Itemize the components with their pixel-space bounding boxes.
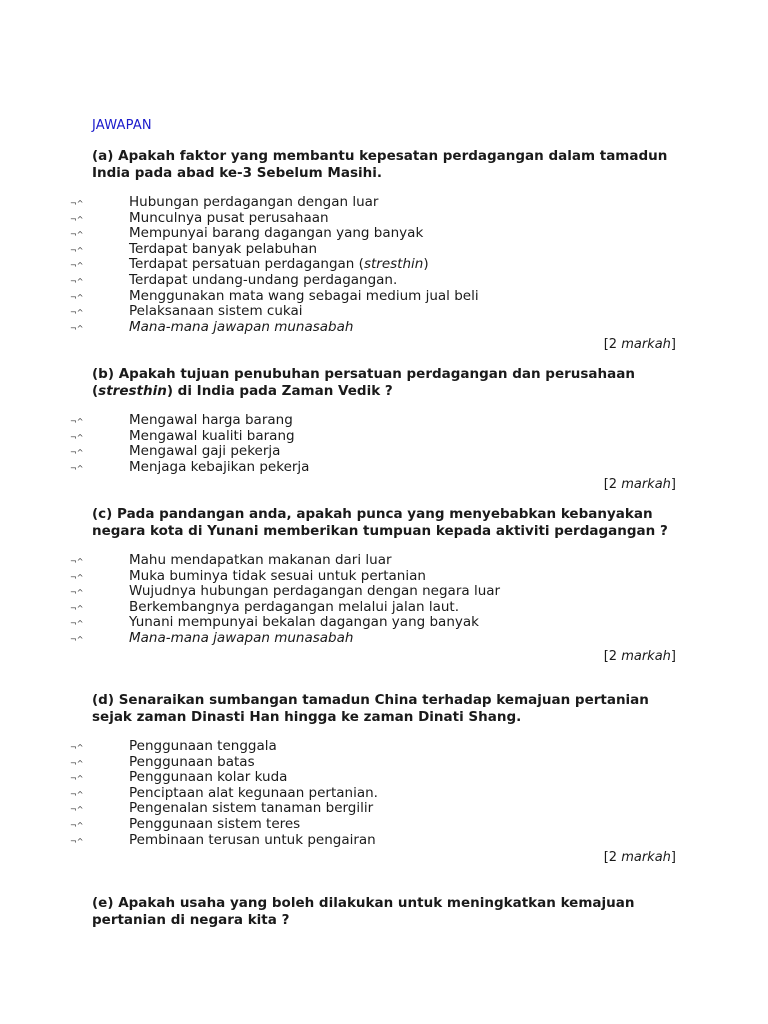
list-item: ¬^ Mengawal kualiti barang [70,427,295,444]
bullet-icon: ¬^ [70,805,84,815]
bullet-icon: ¬^ [70,634,84,644]
marks-label: [2 markah] [603,477,676,493]
list-item: ¬^ Pengenalan sistem tanaman bergilir [70,800,374,817]
question-d-section [0,692,768,866]
bullet-icon: ¬^ [70,276,84,286]
question-d-answers [0,739,768,848]
list-item: ¬^ Penggunaan batas [70,753,255,770]
list-item: ¬^ Muka buminya tidak sesuai untuk pertanian [70,567,426,584]
bullet-icon: ¬^ [70,214,84,224]
list-item: ¬^ Munculnya pusat perusahaan [70,209,329,226]
list-item: ¬^ Penciptaan alat kegunaan pertanian. [70,784,378,801]
bullet-icon: ¬^ [70,448,84,458]
bullet-icon: ¬^ [70,836,84,846]
bullet-icon: ¬^ [70,245,84,255]
bullet-icon: ¬^ [70,758,84,768]
question-c-answers [0,553,768,647]
list-item: ¬^ Mengawal gaji pekerja [70,443,281,460]
bullet-icon: ¬^ [70,603,84,613]
list-item: ¬^ Berkembangnya perdagangan melalui jalan laut. [70,598,459,615]
list-item: ¬^ Penggunaan sistem teres [70,815,301,832]
answer-heading: JAWAPAN [92,118,152,133]
list-item: ¬^ Hubungan perdagangan dengan luar [70,194,379,210]
bullet-icon: ¬^ [70,557,84,566]
bullet-icon: ¬^ [70,308,84,318]
marks-label: [2 markah] [603,850,676,866]
question-a-text: (a) Apakah faktor yang membantu kepesatan perdagangan dalam tamadun India pada abad ke-3 Sebelum Masihi. [92,148,668,181]
list-item: ¬^ Menjaga kebajikan pekerja [70,458,310,475]
question-e-text: (e) Apakah usaha yang boleh dilakukan untuk meningkatkan kemajuan pertanian di negara kita ? [92,895,635,928]
list-item: ¬^ Terdapat undang-undang perdagangan. [70,271,398,288]
bullet-icon: ¬^ [70,789,84,799]
bullet-icon: ¬^ [70,432,84,442]
bullet-icon: ¬^ [70,619,84,629]
bullet-icon: ¬^ [70,820,84,830]
question-a-answers [0,195,768,335]
list-item: ¬^ Wujudnya hubungan perdagangan dengan negara luar [70,583,501,600]
bullet-icon: ¬^ [70,323,84,333]
list-item: ¬^ Mana-mana jawapan munasabah [70,629,354,646]
question-a-section [0,148,768,353]
marks-label: [2 markah] [603,648,676,664]
question-c-section [0,506,768,665]
question-d-text: (d) Senaraikan sumbangan tamadun China terhadap kemajuan pertanian sejak zaman Dinasti Han hingga ke zaman Dinati Shang. [92,692,649,725]
bullet-icon: ¬^ [70,774,84,784]
list-item: ¬^ Penggunaan tenggala [70,738,277,754]
question-b-answers [0,413,768,475]
list-item: ¬^ Terdapat banyak pelabuhan [70,240,318,257]
question-c-text: (c) Pada pandangan anda, apakah punca yang menyebabkan kebanyakan negara kota di Yunani memberikan tumpuan kepada aktiviti perdagangan ? [92,506,668,539]
bullet-icon: ¬^ [70,572,84,582]
bullet-icon: ¬^ [70,292,84,302]
bullet-icon: ¬^ [70,743,84,752]
marks-label: [2 markah] [603,337,676,353]
list-item: ¬^ Mahu mendapatkan makanan dari luar [70,552,392,568]
bullet-icon: ¬^ [70,417,84,426]
list-item: ¬^ Mengawal harga barang [70,412,293,428]
list-item: ¬^ Penggunaan kolar kuda [70,769,288,786]
question-b-section [0,366,768,493]
list-item: ¬^ Yunani mempunyai bekalan dagangan yang banyak [70,614,479,631]
bullet-icon: ¬^ [70,588,84,598]
list-item: ¬^ Terdapat persatuan perdagangan (stresthin) [70,256,429,273]
list-item: ¬^ Menggunakan mata wang sebagai medium jual beli [70,287,479,304]
list-item: ¬^ Pelaksanaan sistem cukai [70,303,303,320]
list-item: ¬^ Pembinaan terusan untuk pengairan [70,831,376,848]
bullet-icon: ¬^ [70,230,84,240]
list-item: ¬^ Mana-mana jawapan munasabah [70,318,354,335]
question-b-text: (b) Apakah tujuan penubuhan persatuan perdagangan dan perusahaan (stresthin) di India pada Zaman Vedik ? [92,366,635,399]
bullet-icon: ¬^ [70,261,84,271]
question-e-section [0,895,768,928]
bullet-icon: ¬^ [70,463,84,473]
bullet-icon: ¬^ [70,199,84,208]
list-item: ¬^ Mempunyai barang dagangan yang banyak [70,225,424,242]
